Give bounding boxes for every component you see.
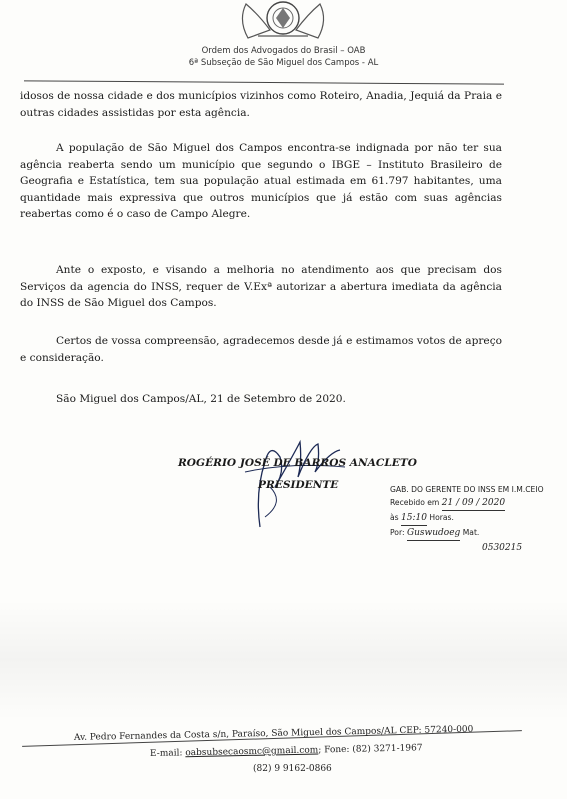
paragraph-1: idosos de nossa cidade e dos municípios vizinhos como Roteiro, Anadia, Jequiá da Praia e outras cidades assistidas por esta agência.: [20, 90, 502, 119]
signatory-title: PRESIDENTE: [258, 479, 339, 491]
header-org-name: Ordem dos Advogados do Brasil – OAB: [201, 46, 366, 56]
stamp-time: 15:10: [401, 512, 427, 526]
paragraph-4: Certos de vossa compreensão, agradecemos desde já e estimamos votos de apreço e consideração.: [20, 335, 502, 364]
stamp-received-label: Recebido em: [390, 498, 440, 507]
date-line: São Miguel dos Campos/AL, 21 de Setembro de 2020.: [56, 393, 346, 405]
stamp-received-date: 21 / 09 / 2020: [442, 497, 505, 511]
stamp-heading: GAB. DO GERENTE DO INSS EM I.M.CEIO: [390, 485, 544, 494]
paragraph-2: A população de São Miguel dos Campos encontra-se indignada por não ter sua agência reaberta sendo um município que segundo o IBGE – Instituto Brasileiro de Geografia e Estatística, tem sua população atual estimada em 61.797 habitantes, uma quantidade mais expressiva que outros municípios que já estão com suas agências reabertas como é o caso de Campo Alegre.: [20, 142, 502, 220]
header-divider: [24, 80, 504, 84]
stamp-mat-value: 0530215: [482, 543, 523, 553]
signatory-name: ROGÉRIO JOSÉ DE BARROS ANACLETO: [178, 457, 417, 469]
stamp-time-suffix: Horas.: [429, 513, 454, 522]
paper-shadow: [0, 600, 567, 720]
oab-emblem-icon: [218, 0, 348, 40]
footer-phone-2: (82) 9 9162-0866: [253, 764, 332, 774]
stamp-by-signature: Guswudoeg: [407, 527, 460, 541]
paragraph-3: Ante o exposto, e visando a melhoria no atendimento aos que precisam dos Serviços da agencia do INSS, requer de V.Exª autorizar a abertura imediata da agência do INSS de São Miguel dos Campos.: [20, 264, 502, 309]
footer-email-label: E-mail:: [149, 748, 183, 759]
stamp-by-prefix: Por:: [390, 528, 405, 537]
stamp-mat-label: Mat.: [462, 528, 480, 537]
footer-phone-1: ; Fone: (82) 3271-1967: [318, 743, 423, 756]
receipt-stamp: [390, 483, 544, 555]
footer-address: Av. Pedro Fernandes da Costa s/n, Paraíso, São Miguel dos Campos/AL CEP: 57240-000: [73, 724, 474, 743]
footer-email-link[interactable]: oabsubsecaosmc@gmail.com: [185, 745, 319, 759]
stamp-time-prefix: às: [390, 513, 399, 522]
header-subsection: 6ª Subseção de São Miguel dos Campos - AL: [188, 58, 379, 68]
footer-contact: [150, 743, 423, 759]
